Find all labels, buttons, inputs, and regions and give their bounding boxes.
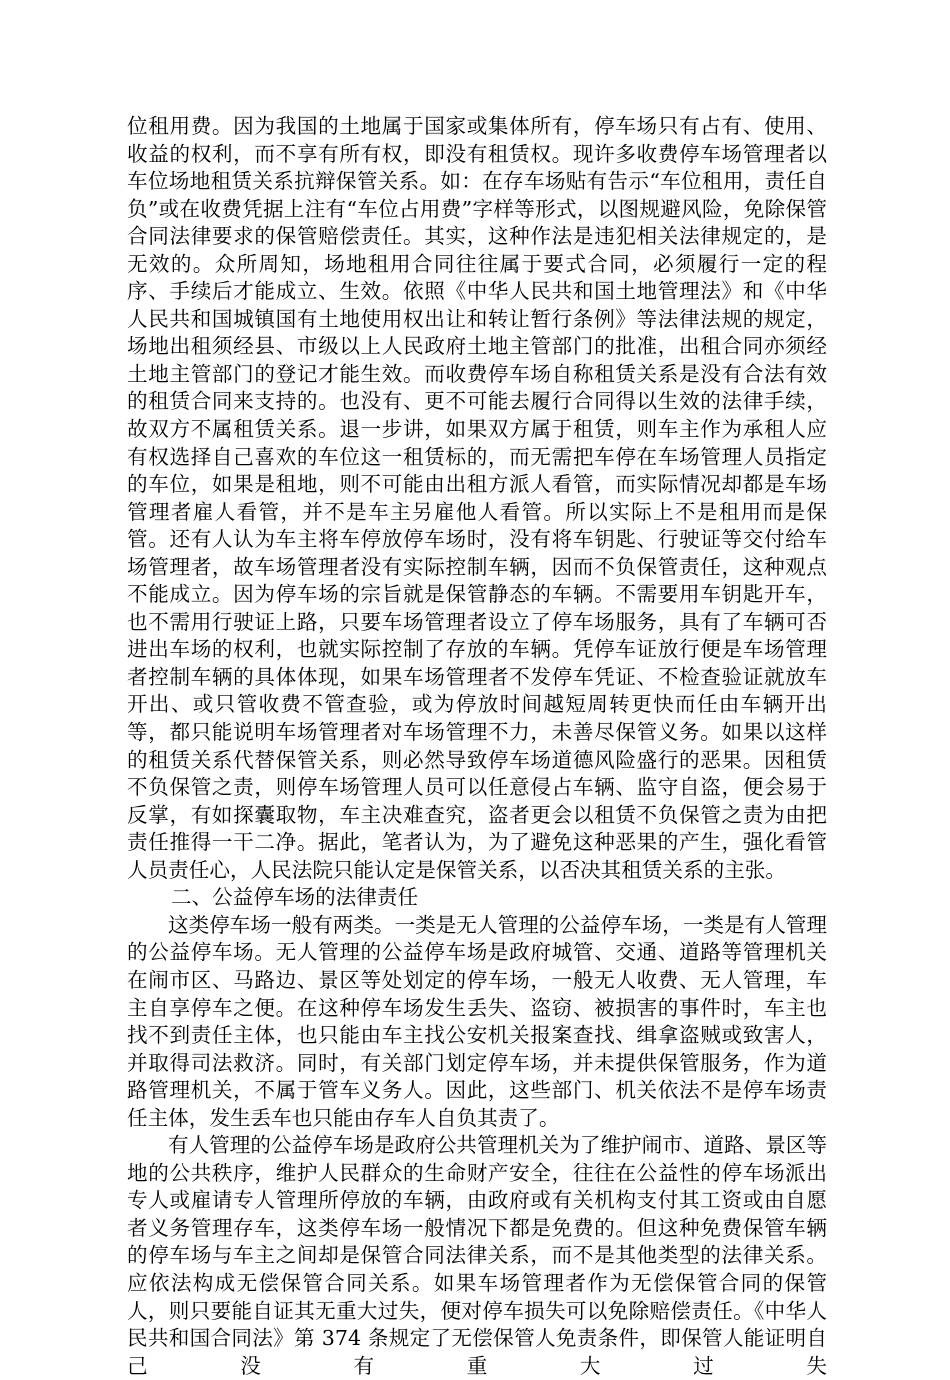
body-paragraph-1: 位租用费。因为我国的土地属于国家或集体所有，停车场只有占有、使用、收益的权利，而不享有所有权，即没有租赁权。现许多收费停车场管理者以车位场地租赁关系抗辩保管关系。如：在存车场贴有告示“车位租用，责任自负”或在收费凭据上注有“车位占用费”字样等形式，以图规避风险，免除保管合同法律要求的保管赔偿责任。其实，这种作法是违犯相关法律规定的，是无效的。众所周知，场地租用合同往往属于要式合同，必须履行一定的程序、手续后才能成立、生效。依照《中华人民共和国土地管理法》和《中华人民共和国城镇国有土地使用权出让和转让暂行条例》等法律法规的规定，场地出租须经县、市级以上人民政府土地主管部门的批准，出租合同亦须经土地主管部门的登记才能生效。而收费停车场自称租赁关系是没有合法有效的租赁合同来支持的。也没有、更不可能去履行合同得以生效的法律手续，故双方不属租赁关系。退一步讲，如果双方属于租赁，则车主作为承租人应有权选择自己喜欢的车位这一租赁标的，而无需把车停在车场管理人员指定的车位，如果是租地，则不可能由出租方派人看管，而实际情况却都是车场管理者雇人看管，并不是车主另雇他人看管。所以实际上不是租用而是保管。还有人认为车主将车停放停车场时，没有将车钥匙、行驶证等交付给车场管理者，故车场管理者没有实际控制车辆，因而不负保管责任，这种观点不能成立。因为停车场的宗旨就是保管静态的车辆。不需要用车钥匙开车，也不需用行驶证上路，只要车场管理者设立了停车场服务，具有了车辆可否进出车场的权利，也就实际控制了存放的车辆。凭停车证放行便是车场管理者控制车辆的具体体现，如果车场管理者不发停车凭证、不检查验证就放车开出、或只管收费不管查验，或为停放时间越短周转更快而任由车辆开出等，都只能说明车场管理者对车场管理不力，未善尽保管义务。如果以这样的租赁关系代替保管关系，则必然导致停车场道德风险盛行的恶果。因租赁不负保管之责，则停车场管理人员可以任意侵占车辆、监守自盗，便会易于反掌，有如探囊取物，车主决难查究，盗者更会以租赁不负保管之责为由把责任推得一干二净。据此，笔者认为，为了避免这种恶果的产生，强化看管人员责任心，人民法院只能认定是保管关系，以否决其租赁关系的主张。: [127, 114, 827, 882]
body-paragraph-3: 有人管理的公益停车场是政府公共管理机关为了维护闹市、道路、景区等地的公共秩序，维护人民群众的生命财产安全，往往在公益性的停车场派出专人或雇请专人管理所停放的车辆，由政府或有关机构支付其工资或由自愿者义务管理存车，这类停车场一般情况下都是免费的。但这种免费保管车辆的停车场与车主之间却是保管合同法律关系，而不是其他类型的法律关系。应依法构成无偿保管合同关系。如果车场管理者作为无偿保管合同的保管人，则只要能自证其无重大过失，便对停车损失可以免除赔偿责任。《中华人民共和国合同法》第 374 条规定了无偿保管人免责条件，即保管人能证明自己没有重大过失: [127, 1133, 827, 1378]
document-page: [127, 113, 827, 1380]
section-heading-2: 二、公益停车场的法律责任: [171, 885, 419, 910]
body-paragraph-2: 这类停车场一般有两类。一类是无人管理的公益停车场，一类是有人管理的公益停车场。无人管理的公益停车场是政府城管、交通、道路等管理机关在闹市区、马路边、景区等处划定的停车场，一般无人收费、无人管理，车主自享停车之便。在这种停车场发生丢失、盗窃、被损害的事件时，车主也找不到责任主体，也只能由车主找公安机关报案查找、缉拿盗贼或致害人，并取得司法救济。同时，有关部门划定停车场，并未提供保管服务，作为道路管理机关，不属于管车义务人。因此，这些部门、机关依法不是停车场责任主体，发生丢车也只能由存车人自负其责了。: [127, 912, 827, 1130]
